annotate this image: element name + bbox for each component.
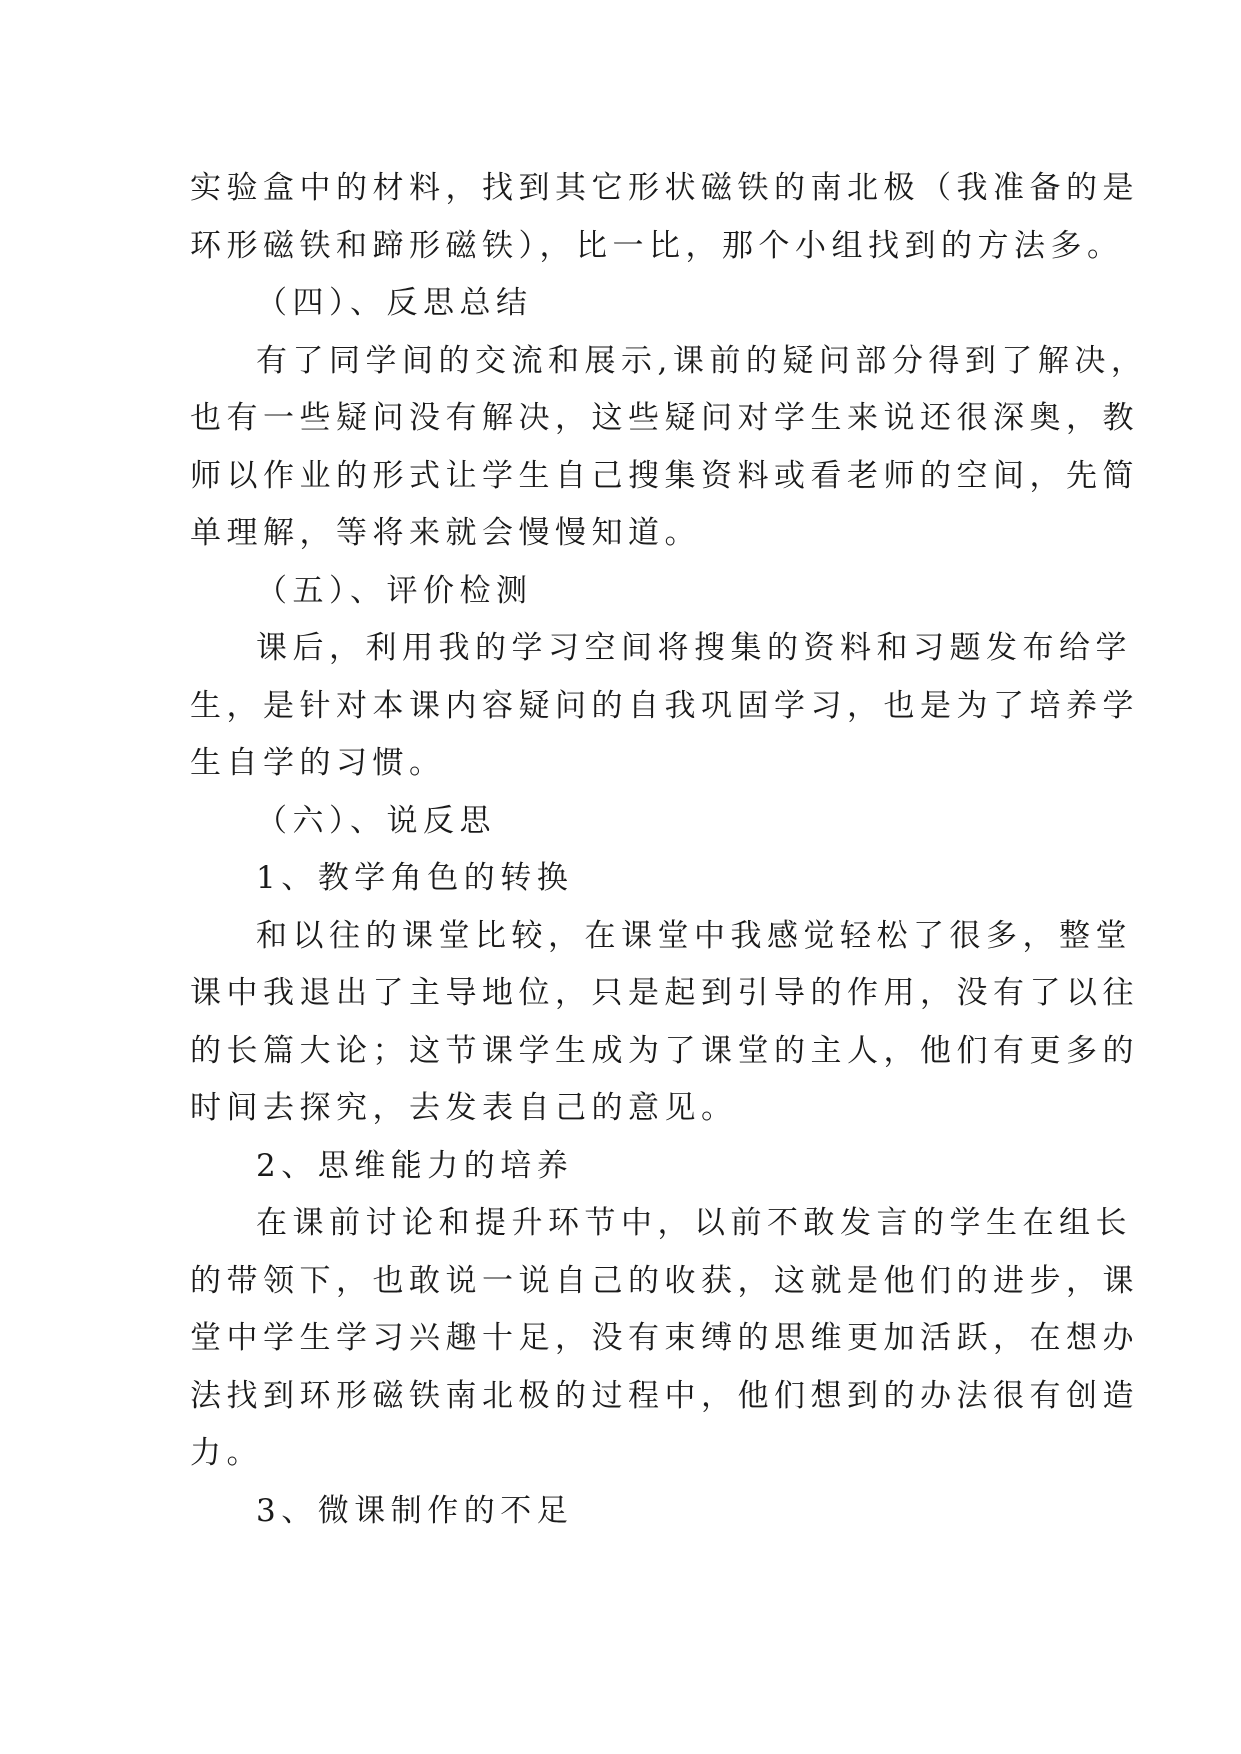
text-line: 生自学的习惯。 [190,745,446,781]
text-line: 课中我退出了主导地位，只是起到引导的作用，没有了以往 [190,975,1139,1011]
text-line: 课后，利用我的学习空间将搜集的资料和习题发布给学 [256,630,1132,666]
text-line: 法找到环形磁铁南北极的过程中，他们想到的办法很有创造 [190,1378,1139,1414]
text-line: 单理解，等将来就会慢慢知道。 [190,515,701,551]
text-line: 师以作业的形式让学生自己搜集资料或看老师的空间，先简 [190,458,1139,494]
subsection-heading: 3、微课制作的不足 [256,1493,574,1529]
section-heading: （六）、说反思 [256,803,496,839]
text-line: 的长篇大论；这节课学生成为了课堂的主人，他们有更多的 [190,1033,1139,1069]
text-line: 和以往的课堂比较，在课堂中我感觉轻松了很多，整堂 [256,918,1132,954]
text-line: 在课前讨论和提升环节中，以前不敢发言的学生在组长 [256,1205,1132,1241]
text-line: 有了同学间的交流和展示,课前的疑问部分得到了解决， [256,343,1148,379]
section-heading: （五）、评价检测 [256,573,533,609]
subsection-heading: 2、思维能力的培养 [256,1148,574,1184]
section-heading: （四）、反思总结 [256,285,533,321]
subsection-heading: 1、教学角色的转换 [256,860,574,896]
text-line: 时间去探究，去发表自己的意见。 [190,1090,738,1126]
text-line: 环形磁铁和蹄形磁铁），比一比，那个小组找到的方法多。 [190,228,1124,264]
text-line: 的带领下，也敢说一说自己的收获，这就是他们的进步，课 [190,1263,1139,1299]
text-line: 力。 [190,1435,263,1471]
text-line: 堂中学生学习兴趣十足，没有束缚的思维更加活跃，在想办 [190,1320,1139,1356]
text-line: 实验盒中的材料，找到其它形状磁铁的南北极（我准备的是 [190,170,1139,206]
text-line: 也有一些疑问没有解决，这些疑问对学生来说还很深奥，教 [190,400,1139,436]
text-line: 生，是针对本课内容疑问的自我巩固学习，也是为了培养学 [190,688,1139,724]
